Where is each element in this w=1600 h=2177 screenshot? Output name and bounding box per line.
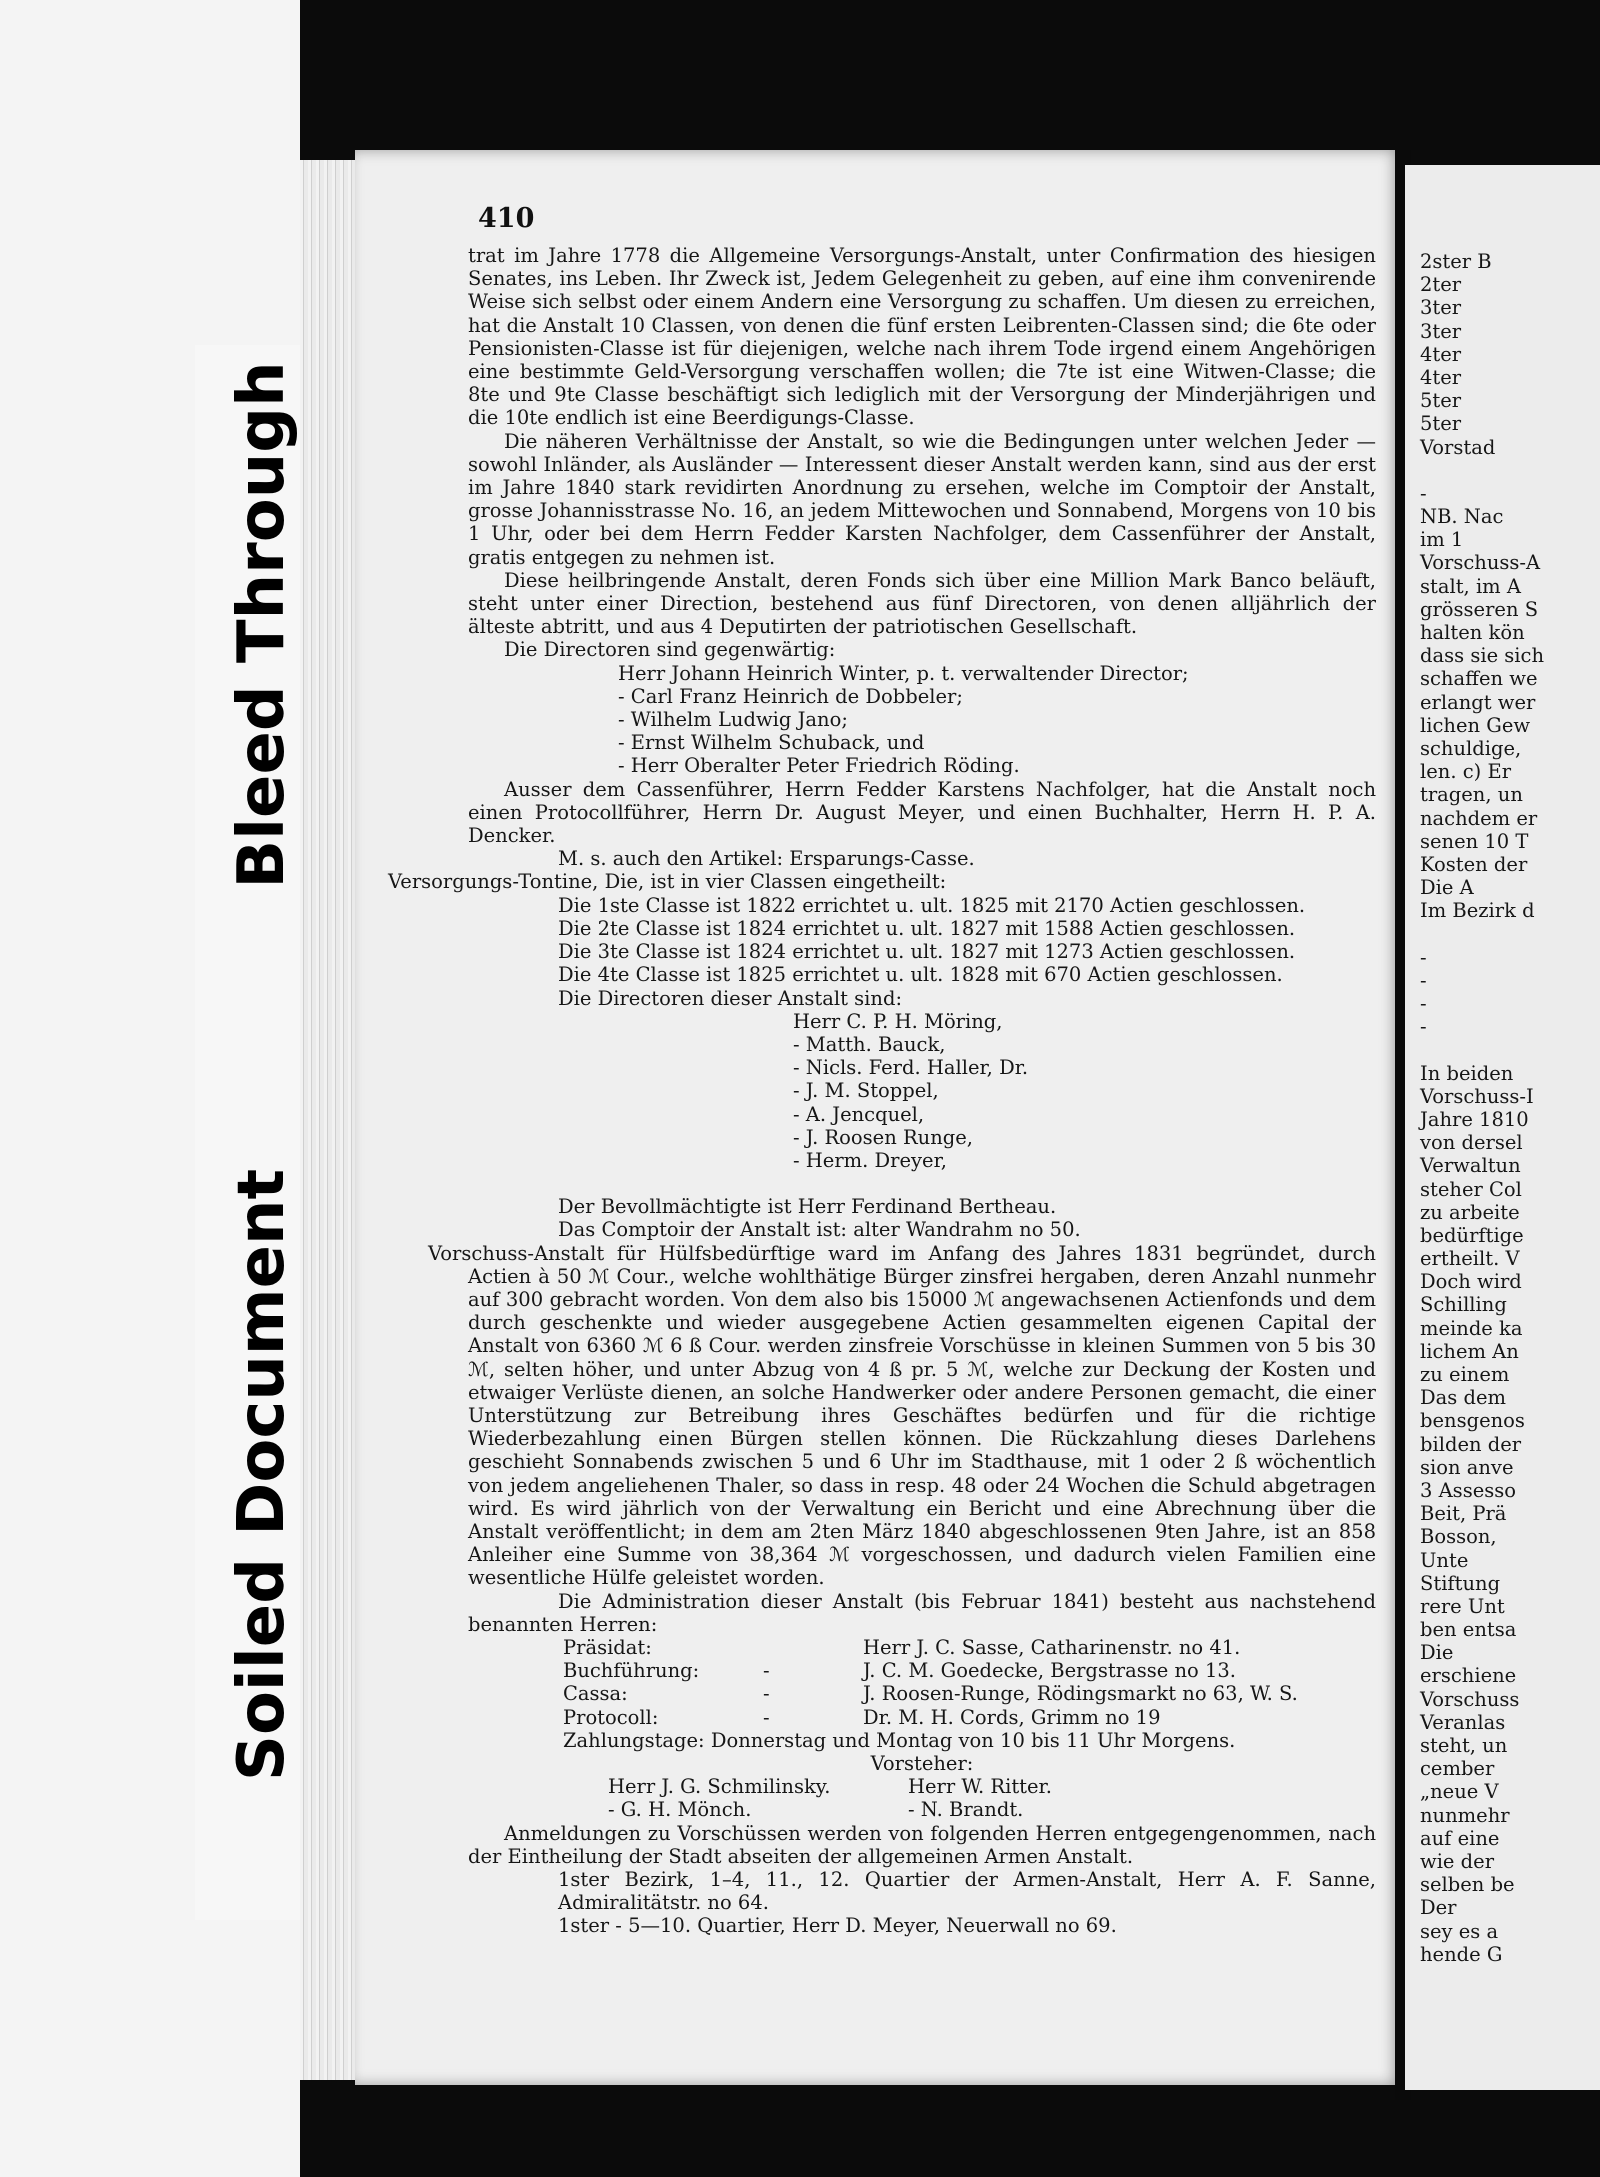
right-page-line: 4ter bbox=[1420, 365, 1462, 389]
list-item: Die Directoren dieser Anstalt sind: bbox=[558, 986, 903, 1010]
right-page-line: grösseren S bbox=[1420, 597, 1539, 621]
admin-name: J. Roosen-Runge, Rödingsmarkt no 63, W. S. bbox=[863, 1682, 1298, 1706]
paragraph: 1ster - 5—10. Quartier, Herr D. Meyer, Neuerwall no 69. bbox=[558, 1914, 1117, 1938]
right-page-line: Jahre 1810 bbox=[1420, 1107, 1529, 1131]
right-page-line: ben entsa bbox=[1420, 1618, 1517, 1642]
right-page-line: Kosten der bbox=[1420, 852, 1528, 876]
right-page-line: Die A bbox=[1420, 876, 1474, 900]
right-page-line: senen 10 T bbox=[1420, 829, 1529, 853]
right-page-line: lichen Gew bbox=[1420, 713, 1531, 737]
right-page-line: Doch wird bbox=[1420, 1270, 1522, 1294]
right-page-line: „neue V bbox=[1420, 1780, 1499, 1804]
admin-role: Protocoll: bbox=[563, 1705, 659, 1729]
bleed-through-label: Bleed Through bbox=[225, 361, 299, 889]
list-item: - N. Brandt. bbox=[908, 1798, 1024, 1822]
right-page-line: rere Unt bbox=[1420, 1594, 1505, 1618]
right-page-line: Beit, Prä bbox=[1420, 1502, 1507, 1526]
right-page-line: Stiftung bbox=[1420, 1571, 1501, 1595]
right-page-line: bilden der bbox=[1420, 1432, 1522, 1456]
list-item: Die 1ste Classe ist 1822 errichtet u. ult. 1825 mit 2170 Actien geschlossen. bbox=[558, 893, 1306, 917]
tontine-directors-list bbox=[468, 1010, 1376, 1172]
list-item: - Carl Franz Heinrich de Dobbeler; bbox=[618, 684, 963, 708]
right-page-line: cember bbox=[1420, 1757, 1495, 1781]
list-item: - G. H. Mönch. bbox=[608, 1798, 752, 1822]
paragraph: Die Directoren sind gegenwärtig: bbox=[504, 638, 836, 662]
right-page-line: wie der bbox=[1420, 1849, 1495, 1873]
left-page-text bbox=[388, 244, 1376, 1938]
right-page-line: 3 Assesso bbox=[1420, 1478, 1516, 1502]
right-page-line: Der bbox=[1420, 1896, 1457, 1920]
right-page-line: steht, un bbox=[1420, 1734, 1508, 1757]
admin-name: Dr. M. H. Cords, Grimm no 19 bbox=[863, 1705, 1161, 1729]
admin-role: Buchführung: bbox=[563, 1659, 700, 1683]
right-page-line: schuldige, bbox=[1420, 736, 1522, 760]
list-item: Herr C. P. H. Möring, bbox=[793, 1009, 1003, 1033]
list-item: Herr W. Ritter. bbox=[908, 1775, 1052, 1799]
admin-name: Herr J. C. Sasse, Catharinenstr. no 41. bbox=[863, 1635, 1241, 1659]
right-page-line: zu arbeite bbox=[1420, 1200, 1520, 1224]
admin-dash bbox=[763, 1636, 863, 1659]
right-page-line: nachdem er bbox=[1420, 806, 1538, 830]
entry-paragraph: Vorschuss-Anstalt für Hülfsbedürftige ward im Anfang des Jahres 1831 begründet, durch Actien à 50 ℳ Cour., welche wohlthätige Bürger zinsfrei hergaben, deren Anzahl nunmehr auf 300 gebracht worden. Von dem also bis 15000 ℳ angewachsenen Actienfonds und dem durch geschenkte und wieder ausgegebene Actien gesammelten eigenen Capital der Anstalt von 6360 ℳ 6 ß Cour. werden zinsfreie Vorschüsse in kleinen Summen von 5 bis 30 ℳ, selten höher, und unter Abzug von 4 ß pr. 5 ℳ, welche zur Deckung der Kosten und etwaiger Verlüste dienen, an solche Handwerker oder andere Personen gemacht, die einer Unterstützung zur Betreibung ihres Geschäftes bedürfen und für die richtige Wiederbezahlung einen Bürgen stellen können. Die Rückzahlung dieses Darlehens geschieht Sonnabends zwischen 5 und 6 Uhr im Stadthause, mit 1 oder 2 ß wöchentlich von jedem angeliehenen Thaler, so dass in resp. 48 oder 24 Wochen die Schuld abgetragen wird. Es wird jährlich von der Verwaltung ein Bericht und eine Abrechnung über die Anstalt veröffentlicht; in dem am 2ten März 1840 abgeschlossenen 9ten Jahre, ist an 858 Anleiher eine Summe von 38,364 ℳ vorgeschossen, und dadurch vielen Familien eine wesentliche Hülfe geleistet worden. bbox=[428, 1241, 1376, 1590]
right-page-line: meinde ka bbox=[1420, 1316, 1523, 1340]
right-page-line: von dersel bbox=[1420, 1131, 1523, 1155]
list-item: - Matth. Bauck, bbox=[793, 1032, 946, 1056]
right-page-line bbox=[1420, 1038, 1600, 1061]
paragraph: Zahlungstage: Donnerstag und Montag von 10 bis 11 Uhr Morgens. bbox=[563, 1728, 1236, 1752]
admin-role: Präsidat: bbox=[563, 1635, 652, 1659]
right-page-line: Vorschuss bbox=[1420, 1687, 1520, 1711]
right-page-line: lichem An bbox=[1420, 1339, 1519, 1363]
paragraph: Das Comptoir der Anstalt ist: alter Wandrahm no 50. bbox=[558, 1218, 1081, 1242]
right-page-line: bedürftige bbox=[1420, 1223, 1524, 1247]
list-item: - A. Jencquel, bbox=[793, 1102, 925, 1126]
right-page-line: erschiene bbox=[1420, 1664, 1517, 1688]
right-page-line: ertheilt. V bbox=[1420, 1247, 1520, 1271]
book-page-edges bbox=[300, 160, 360, 2080]
paragraph: Diese heilbringende Anstalt, deren Fonds sich über eine Million Mark Banco beläuft, steht unter einer Direction, bestehend aus fünf Directoren, von denen alljährlich der älteste abtritt, und aus 4 Deputirten der patriotischen Gesellschaft. bbox=[468, 568, 1376, 639]
right-page-line: tragen, un bbox=[1420, 783, 1523, 807]
list-item: Herr Johann Heinrich Winter, p. t. verwaltender Director; bbox=[618, 661, 1189, 685]
right-page-line: Im Bezirk d bbox=[1420, 899, 1535, 923]
admin-dash: - bbox=[763, 1705, 770, 1729]
right-page-line bbox=[1420, 922, 1600, 945]
right-page-line: 5ter bbox=[1420, 412, 1462, 436]
right-page-line: bensgenos bbox=[1420, 1409, 1525, 1433]
vorsteher-title: Vorsteher: bbox=[870, 1752, 974, 1775]
list-item: Herr J. G. Schmilinsky. bbox=[608, 1775, 831, 1799]
entry-heading: Versorgungs-Tontine, Die, ist in vier Classen eingetheilt: bbox=[388, 870, 947, 894]
right-page-line: 2ster B bbox=[1420, 250, 1492, 273]
admin-dash: - bbox=[763, 1659, 770, 1683]
soiled-document-label: Soiled Document bbox=[225, 1168, 299, 1782]
right-page-line: 2ter bbox=[1420, 273, 1462, 297]
page-number: 410 bbox=[478, 203, 535, 234]
right-page-line: dass sie sich bbox=[1420, 644, 1545, 668]
right-page-line: erlangt wer bbox=[1420, 690, 1536, 714]
right-page-line: steher Col bbox=[1420, 1177, 1522, 1201]
right-page-line: sey es a bbox=[1420, 1919, 1499, 1943]
list-item: - Herr Oberalter Peter Friedrich Röding. bbox=[618, 754, 1020, 778]
right-page-line: In beiden bbox=[1420, 1061, 1514, 1085]
right-page-line: halten kön bbox=[1420, 621, 1525, 644]
right-page-line: Veranlas bbox=[1420, 1710, 1506, 1734]
right-page-line: Bosson, bbox=[1420, 1525, 1497, 1549]
list-item: - J. M. Stoppel, bbox=[793, 1079, 939, 1103]
right-page-line bbox=[1420, 459, 1600, 482]
right-page-line: - bbox=[1420, 1015, 1427, 1039]
list-item: - Herm. Dreyer, bbox=[793, 1148, 947, 1172]
right-page-line: - bbox=[1420, 968, 1427, 992]
paragraph: 1ster Bezirk, 1–4, 11., 12. Quartier der Armen-Anstalt, Herr A. F. Sanne, Admiralitätstr. no 64. bbox=[558, 1868, 1376, 1915]
paragraph: Anmeldungen zu Vorschüssen werden von folgenden Herren entgegengenommen, nach der Eintheilung der Stadt abseiten der allgemeinen Armen Anstalt. bbox=[468, 1821, 1376, 1868]
right-page-line: Vorschuss-I bbox=[1420, 1084, 1534, 1108]
list-item: Die 4te Classe ist 1825 errichtet u. ult. 1828 mit 670 Actien geschlossen. bbox=[558, 963, 1283, 987]
list-item: - J. Roosen Runge, bbox=[793, 1125, 973, 1149]
right-page-line: 5ter bbox=[1420, 389, 1462, 413]
right-page-line: selben be bbox=[1420, 1873, 1515, 1897]
paragraph: Die Administration dieser Anstalt (bis Februar 1841) besteht aus nachstehend benannten Herren: bbox=[468, 1589, 1376, 1636]
paragraph: M. s. auch den Artikel: Ersparungs-Casse. bbox=[558, 847, 975, 871]
right-page-line: Verwaltun bbox=[1420, 1154, 1521, 1178]
right-page-line: Die bbox=[1420, 1641, 1454, 1665]
right-page-line: hende G bbox=[1420, 1942, 1503, 1966]
right-page-line: - bbox=[1420, 945, 1427, 969]
list-item: - Nicls. Ferd. Haller, Dr. bbox=[793, 1056, 1029, 1080]
classes-list bbox=[558, 894, 1376, 1010]
right-page-line: Unte bbox=[1420, 1548, 1469, 1572]
list-item: - Ernst Wilhelm Schuback, und bbox=[618, 731, 925, 755]
admin-role: Cassa: bbox=[563, 1682, 628, 1706]
vorsteher-list bbox=[608, 1775, 1208, 1821]
paragraph: Ausser dem Cassenführer, Herrn Fedder Karstens Nachfolger, hat die Anstalt noch einen Protocollführer, Herrn Dr. August Meyer, und einen Buchhalter, Herrn H. P. A. Dencker. bbox=[468, 777, 1376, 848]
right-page-line: 3ter bbox=[1420, 319, 1462, 343]
admin-dash: - bbox=[763, 1682, 770, 1706]
right-page-line: zu einem bbox=[1420, 1363, 1510, 1386]
administration-table bbox=[563, 1636, 1376, 1729]
right-page-line: Schilling bbox=[1420, 1293, 1507, 1317]
right-page-line: Vorstad bbox=[1420, 435, 1496, 459]
list-item: - Wilhelm Ludwig Jano; bbox=[618, 708, 848, 732]
right-page-line: schaffen we bbox=[1420, 667, 1538, 691]
right-page-line: 4ter bbox=[1420, 342, 1462, 366]
right-page-line: len. c) Er bbox=[1420, 760, 1512, 784]
admin-name: J. C. M. Goedecke, Bergstrasse no 13. bbox=[863, 1659, 1236, 1683]
paragraph: Der Bevollmächtigte ist Herr Ferdinand Bertheau. bbox=[558, 1195, 1057, 1219]
right-page-line: stalt, im A bbox=[1420, 574, 1521, 598]
right-page-line: Das dem bbox=[1420, 1386, 1506, 1410]
list-item: Die 3te Classe ist 1824 errichtet u. ult. 1827 mit 1273 Actien geschlossen. bbox=[558, 940, 1296, 964]
paragraph: Die näheren Verhältnisse der Anstalt, so wie die Bedingungen unter welchen Jeder — sowohl Inländer, als Ausländer — Interessent dieser Anstalt werden kann, sind aus der erst im Jahre 1840 stark revidirten Anordnung zu ersehen, welche im Comptoir der Anstalt, grosse Johannisstrasse No. 16, an jedem Mittewochen und Sonnabend, Morgens von 10 bis 1 Uhr, oder bei dem Herrn Fedder Karsten Nachfolger, dem Cassenführer der Anstalt, gratis entgegen zu nehmen ist. bbox=[468, 429, 1376, 569]
right-page-text bbox=[1420, 250, 1600, 1966]
right-page-line: - bbox=[1420, 992, 1427, 1015]
right-page-line: sion anve bbox=[1420, 1455, 1514, 1479]
right-page-line: 3ter bbox=[1420, 296, 1462, 320]
right-page-line: nunmehr bbox=[1420, 1803, 1510, 1827]
right-page-line: NB. Nac bbox=[1420, 505, 1504, 529]
paragraph: trat im Jahre 1778 die Allgemeine Versorgungs-Anstalt, unter Confirmation des hiesigen Senates, ins Leben. Ihr Zweck ist, Jedem Gelegenheit zu geben, auf eine ihm convenirende Weise sich selbst oder einem Andern eine Versorgung zu schaffen. Um diesen zu erreichen, hat die Anstalt 10 Classen, von denen die fünf ersten Leibrenten-Classen sind; die 6te oder Pensionisten-Classe ist für diejenigen, welche nach ihrem Tode irgend einem Angehörigen eine bestimmte Geld-Versorgung verschaffen wollen; die 7te ist eine Witwen-Classe; die 8te und 9te Classe beschäftigt sich lediglich mit der Versorgung der Minderjährigen und die 10te endlich ist eine Beerdigungs-Classe. bbox=[468, 244, 1376, 430]
right-page-line: im 1 bbox=[1420, 528, 1464, 552]
right-page-line: auf eine bbox=[1420, 1826, 1500, 1850]
right-page-line: Vorschuss-A bbox=[1420, 551, 1541, 575]
right-page-line: - bbox=[1420, 481, 1427, 505]
directors-list bbox=[468, 662, 1376, 778]
list-item: Die 2te Classe ist 1824 errichtet u. ult. 1827 mit 1588 Actien geschlossen. bbox=[558, 916, 1296, 940]
